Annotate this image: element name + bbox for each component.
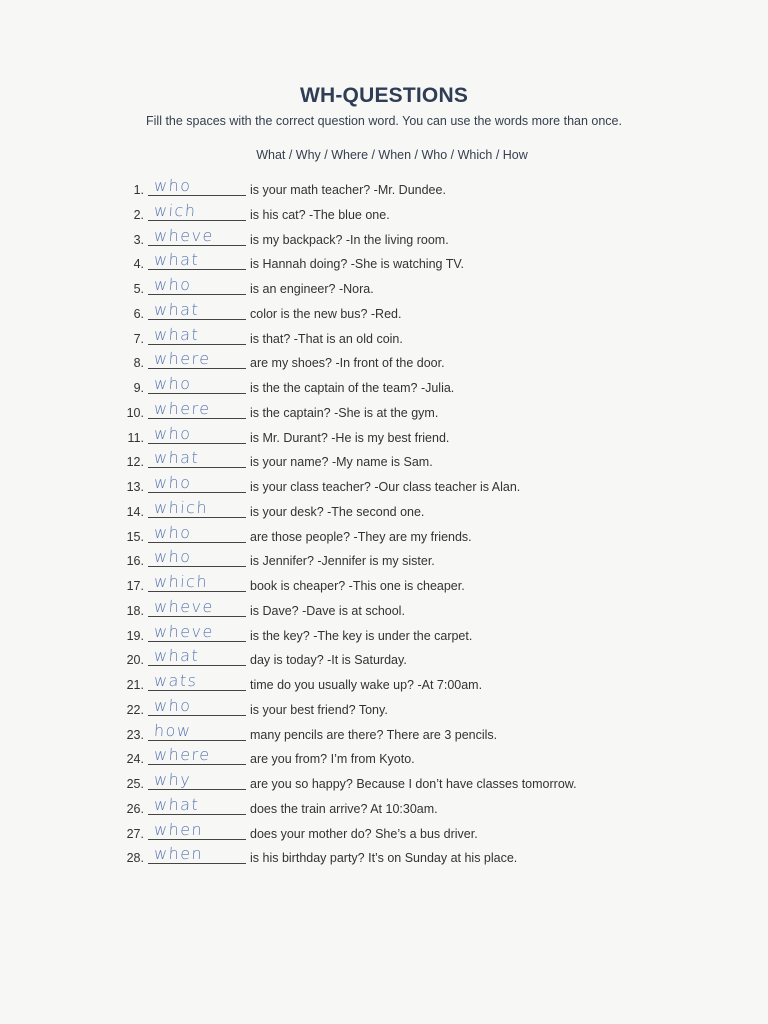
question-number: 3. — [133, 232, 144, 247]
answer-blank-line — [148, 591, 246, 592]
question-text: is your desk? -The second one. — [250, 504, 425, 519]
question-row — [0, 622, 768, 647]
question-row — [0, 374, 768, 399]
handwritten-answer: what — [153, 250, 200, 270]
question-text: is the captain? -She is at the gym. — [250, 405, 439, 420]
instructions: Fill the spaces with the correct question word. You can use the words more than once. — [146, 114, 622, 128]
question-row — [0, 696, 768, 721]
question-number: 12. — [126, 455, 144, 470]
question-row — [0, 250, 768, 275]
question-row — [0, 349, 768, 374]
handwritten-answer: where — [153, 349, 212, 369]
handwritten-answer: when — [153, 819, 204, 839]
question-row — [0, 572, 768, 597]
handwritten-answer: who — [153, 374, 193, 393]
question-row — [0, 226, 768, 251]
answer-blank-line — [148, 467, 246, 468]
answer-blank-line — [148, 764, 246, 765]
question-text: many pencils are there? There are 3 pencils. — [250, 727, 498, 742]
answer-blank-line — [148, 393, 246, 394]
handwritten-answer: who — [153, 176, 193, 195]
question-text: are you from? I’m from Kyoto. — [250, 752, 415, 767]
question-row — [0, 300, 768, 325]
question-text: is Jennifer? -Jennifer is my sister. — [250, 554, 435, 569]
question-row — [0, 547, 768, 572]
answer-blank-line — [148, 863, 246, 864]
answer-blank-line — [148, 789, 246, 790]
answer-blank-line — [148, 690, 246, 691]
question-number: 15. — [126, 529, 144, 544]
question-row — [0, 325, 768, 350]
handwritten-answer: where — [153, 398, 212, 418]
question-text: is his cat? -The blue one. — [250, 207, 390, 222]
question-number: 18. — [126, 603, 144, 618]
question-row — [0, 770, 768, 795]
question-text: is your name? -My name is Sam. — [250, 455, 433, 470]
question-number: 26. — [126, 801, 144, 816]
question-text: book is cheaper? -This one is cheaper. — [250, 579, 465, 593]
handwritten-answer: who — [153, 695, 193, 715]
question-text: are my shoes? -In front of the door. — [250, 356, 445, 371]
question-number: 22. — [126, 702, 144, 717]
question-number: 10. — [126, 405, 144, 420]
question-text: is your best friend? Tony. — [250, 702, 388, 717]
question-row — [0, 523, 768, 548]
question-number: 9. — [133, 381, 144, 395]
question-text: does your mother do? She’s a bus driver. — [250, 826, 478, 841]
question-number: 20. — [126, 653, 144, 668]
question-text: does the train arrive? At 10:30am. — [250, 801, 438, 816]
question-number: 2. — [133, 207, 144, 222]
question-number: 25. — [126, 777, 144, 791]
question-number: 17. — [126, 579, 144, 593]
question-row — [0, 424, 768, 449]
handwritten-answer: when — [153, 844, 204, 864]
question-text: is Dave? -Dave is at school. — [250, 603, 405, 618]
question-number: 4. — [133, 257, 144, 272]
handwritten-answer: who — [153, 522, 193, 542]
answer-blank-line — [148, 195, 246, 196]
handwritten-answer: wheve — [153, 596, 215, 616]
question-row — [0, 597, 768, 622]
handwritten-answer: why — [153, 770, 192, 789]
handwritten-answer: who — [153, 547, 193, 567]
question-row — [0, 176, 768, 201]
handwritten-answer: wich — [153, 200, 198, 220]
question-text: are you so happy? Because I don’t have classes tomorrow. — [250, 777, 577, 791]
handwritten-answer: what — [153, 324, 200, 344]
question-number: 14. — [126, 504, 144, 519]
answer-blank-line — [148, 294, 246, 295]
question-number: 13. — [126, 480, 144, 494]
question-row — [0, 844, 768, 869]
question-row — [0, 448, 768, 473]
question-number: 5. — [133, 282, 144, 296]
handwritten-answer: what — [153, 646, 200, 666]
question-list — [0, 176, 768, 869]
question-row — [0, 820, 768, 845]
handwritten-answer: which — [153, 572, 209, 591]
handwritten-answer: wheve — [153, 225, 215, 245]
answer-blank-line — [148, 492, 246, 493]
question-text: is the key? -The key is under the carpet. — [250, 628, 473, 643]
question-number: 27. — [126, 826, 144, 841]
question-number: 6. — [133, 306, 144, 321]
question-row — [0, 275, 768, 300]
question-number: 23. — [126, 727, 144, 742]
question-row — [0, 795, 768, 820]
question-row — [0, 399, 768, 424]
question-text: is his birthday party? It’s on Sunday at his place. — [250, 851, 518, 866]
question-number: 1. — [133, 183, 144, 197]
question-text: is an engineer? -Nora. — [250, 282, 374, 296]
handwritten-answer: where — [153, 745, 212, 765]
question-text: color is the new bus? -Red. — [250, 306, 402, 321]
question-row — [0, 721, 768, 746]
question-number: 16. — [126, 554, 144, 569]
question-text: is your class teacher? -Our class teacher is Alan. — [250, 480, 521, 494]
handwritten-answer: who — [153, 473, 193, 492]
handwritten-answer: which — [153, 497, 209, 517]
answer-blank-line — [148, 665, 246, 666]
question-text: is Hannah doing? -She is watching TV. — [250, 257, 465, 272]
question-row — [0, 745, 768, 770]
handwritten-answer: who — [153, 275, 193, 294]
page-title: WH-QUESTIONS — [299, 84, 469, 107]
answer-blank-line — [148, 368, 246, 369]
question-number: 24. — [126, 752, 144, 767]
answer-blank-line — [148, 566, 246, 567]
question-row — [0, 498, 768, 523]
question-number: 11. — [127, 430, 144, 445]
question-number: 7. — [133, 331, 144, 346]
question-number: 19. — [126, 628, 144, 643]
handwritten-answer: what — [153, 448, 200, 468]
handwritten-answer: what — [153, 299, 200, 319]
question-row — [0, 201, 768, 226]
word-bank: What / Why / Where / When / Who / Which / How — [256, 148, 528, 162]
question-text: is your math teacher? -Mr. Dundee. — [250, 183, 446, 197]
handwritten-answer: wats — [153, 671, 199, 690]
answer-blank-line — [148, 269, 246, 270]
question-text: time do you usually wake up? -At 7:00am. — [250, 678, 483, 692]
question-number: 8. — [133, 356, 144, 371]
question-text: is that? -That is an old coin. — [250, 331, 403, 346]
question-text: is Mr. Durant? -He is my best friend. — [250, 430, 450, 445]
question-row — [0, 473, 768, 498]
handwritten-answer: what — [153, 794, 200, 814]
handwritten-answer: wheve — [153, 621, 215, 641]
question-number: 28. — [126, 851, 144, 866]
handwritten-answer: how — [153, 720, 193, 740]
question-row — [0, 646, 768, 671]
question-row — [0, 671, 768, 696]
question-text: is the the captain of the team? -Julia. — [250, 381, 455, 395]
question-text: day is today? -It is Saturday. — [250, 653, 407, 668]
question-number: 21. — [126, 678, 144, 692]
handwritten-answer: who — [153, 423, 193, 443]
question-text: are those people? -They are my friends. — [250, 529, 472, 544]
question-text: is my backpack? -In the living room. — [250, 232, 449, 247]
